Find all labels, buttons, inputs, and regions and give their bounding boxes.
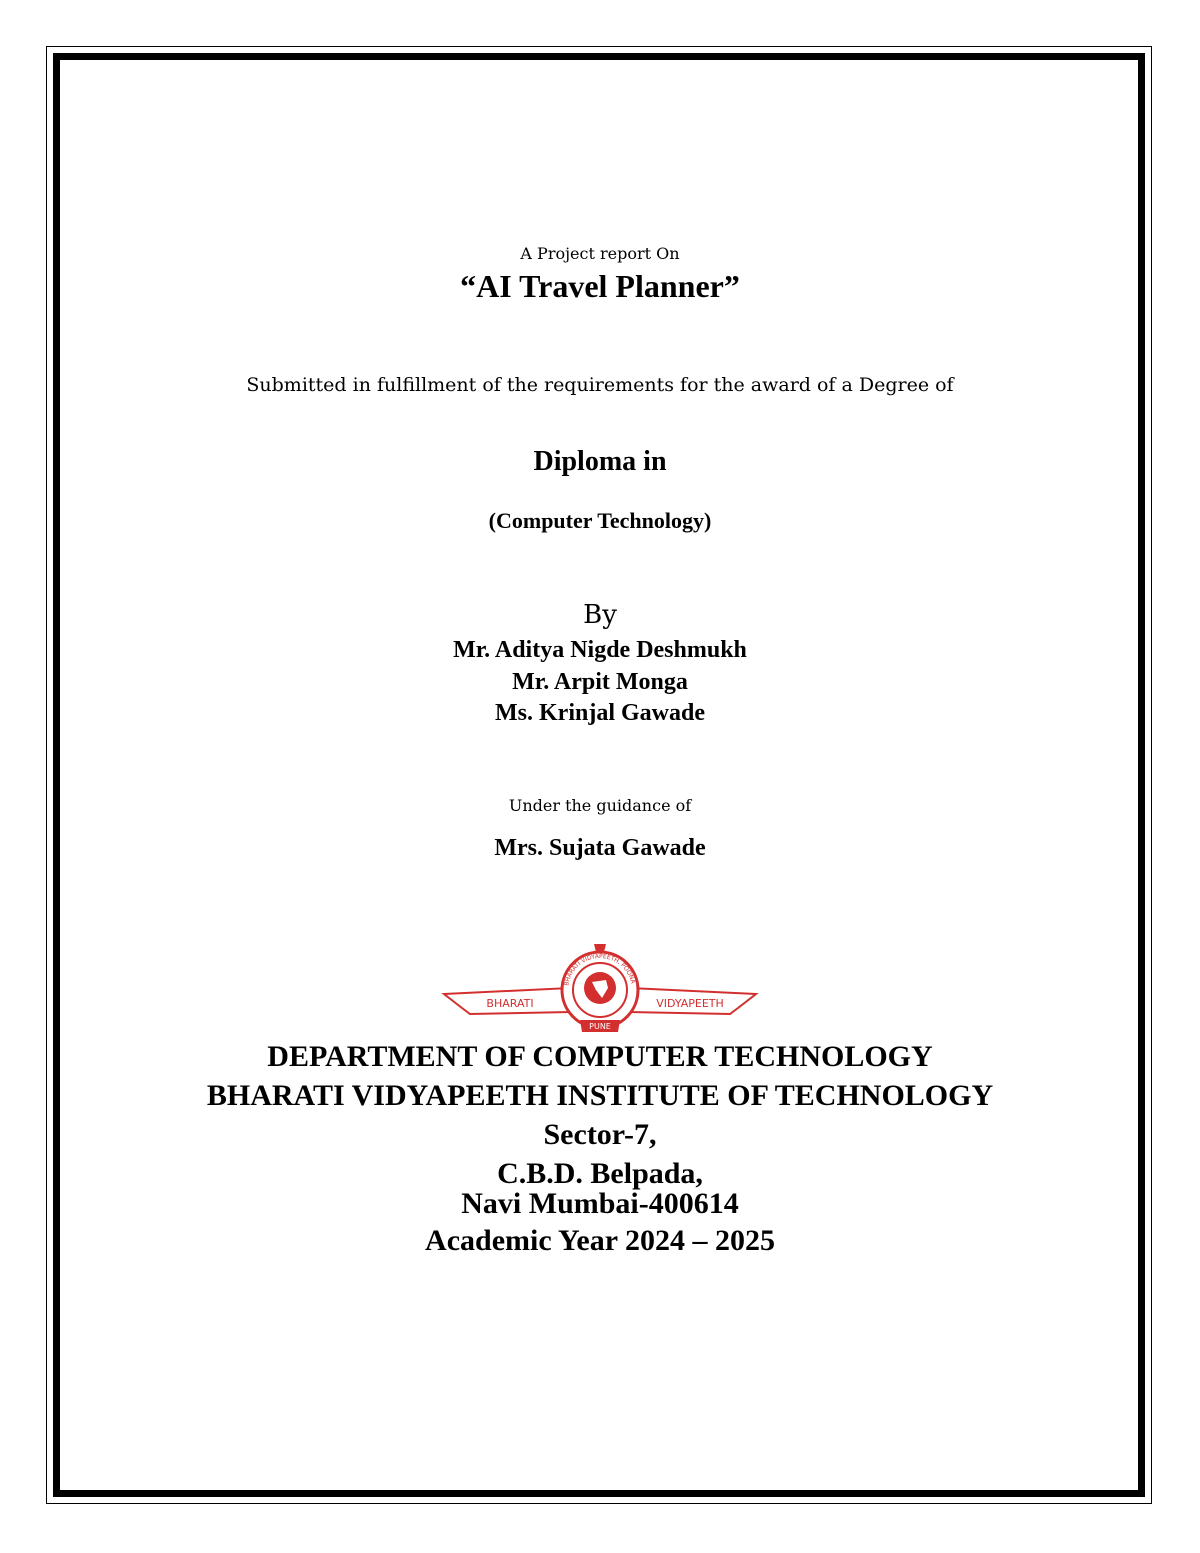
academic-year: Academic Year 2024 – 2025 <box>425 1224 775 1257</box>
address-line: C.B.D. Belpada, <box>497 1157 703 1190</box>
report-title: “AI Travel Planner” <box>460 268 740 304</box>
by-label: By <box>583 600 617 630</box>
report-intro: A Project report On <box>520 244 680 263</box>
logo-right-text: VIDYAPEETH <box>656 997 724 1010</box>
author-name: Mr. Arpit Monga <box>512 669 688 695</box>
logo-left-text: BHARATI <box>486 997 534 1010</box>
institute-name: BHARATI VIDYAPEETH INSTITUTE OF TECHNOLOGY <box>206 1079 994 1112</box>
author-name: Mr. Aditya Nigde Deshmukh <box>453 637 747 663</box>
department-name: DEPARTMENT OF COMPUTER TECHNOLOGY <box>267 1040 933 1073</box>
guide-name: Mrs. Sujata Gawade <box>494 835 706 861</box>
submission-statement: Submitted in fulfillment of the requirements for the award of a Degree of <box>246 374 954 396</box>
branch-name: (Computer Technology) <box>488 508 712 533</box>
logo-bottom-text: PUNE <box>589 1022 611 1031</box>
guidance-label: Under the guidance of <box>508 796 692 815</box>
address-line: Navi Mumbai-400614 <box>461 1187 739 1220</box>
author-name: Ms. Krinjal Gawade <box>495 700 705 726</box>
institute-logo <box>440 938 760 1038</box>
degree-name: Diploma in <box>533 446 667 477</box>
logo-ring-text: BHARATI VIDYAPEETH, POONA <box>563 952 637 987</box>
address-line: Sector-7, <box>543 1118 657 1151</box>
